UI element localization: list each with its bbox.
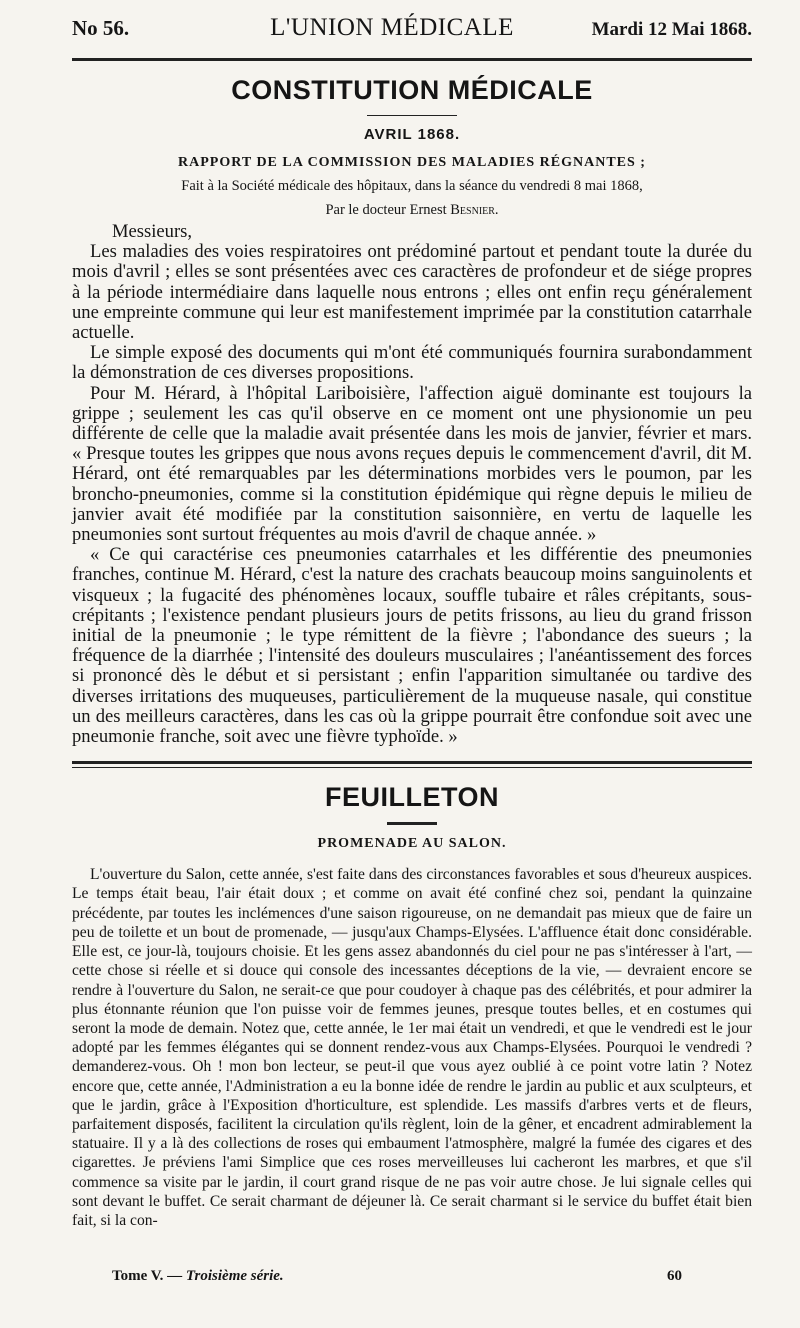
feuilleton-body (72, 865, 752, 1230)
section-title-constitution: CONSTITUTION MÉDICALE (231, 75, 593, 105)
journal-title: L'UNION MÉDICALE (270, 14, 514, 41)
section-title-feuilleton: FEUILLETON (324, 782, 499, 813)
constitution-body (72, 222, 752, 747)
masthead-rule (72, 58, 752, 61)
series-label: Troisième série. (185, 1268, 284, 1284)
author-name: Besnier. (450, 202, 499, 218)
page-number: 60 (667, 1268, 682, 1284)
paragraph: Pour M. Hérard, à l'hôpital Lariboisière, l'affection aiguë dominante est toujours la grippe ; seulement les cas qu'il observe en ce moment ont une physionomie un peu différente de celle que la maladie avait présentée dans les mois de janvier, février et mars. « Presque toutes les grippes que nous avons reçues depuis le commencement d'avril, dit M. Hérard, ont été remarquables par les déterminations morbides vers le poumon, par les broncho-pneumonies, comme si la constitution épidémique qui règne depuis le milieu de janvier avait été modifiée par la constitution saisonnière, en vertu de laquelle les pneumonies sont surtout fréquentes au mois d'avril de chaque année. » (72, 382, 752, 546)
report-author: Par le docteur Ernest Besnier. (325, 202, 499, 218)
paragraph: « Ce qui caractérise ces pneumonies catarrhales et les différentie des pneumonies franches, continue M. Hérard, c'est la nature des crachats beaucoup moins sanguinolents et visqueux ; la fugacité des phénomènes locaux, souffle tubaire et râles crépitants, sous-crépitants ; l'existence pendant plusieurs jours de petits frissons, au lieu du grand frisson initial de la pneumonie ; le type rémittent de la fièvre ; l'abondance des sueurs ; la fréquence de la diarrhée ; l'intensité des douleurs musculaires ; l'anéantissement des forces si prononcé dès le début et si persistant ; enfin l'apparition simultanée ou tardive des diverses irritations des muqueuses, particulièrement de la muqueuse nasale, qui constitue un des meilleurs caractères, dans les cas où la grippe pourrait être confondue soit avec une pneumonie franche, soit avec une fièvre typhoïde. » (72, 544, 752, 748)
report-heading: RAPPORT DE LA COMMISSION DES MALADIES RÉGNANTES ; (178, 155, 646, 170)
paragraph: L'ouverture du Salon, cette année, s'est faite dans des circonstances favorables et sous d'heureux auspices. Le temps était beau, l'air était doux ; et comme on avait été confiné chez soi, pendant la quinzaine précédente, par toutes les inclémences d'une saison rigoureuse, on ne demandait pas mieux que de faire un peu de toilette et un bout de promenade, — jusqu'aux Champs-Elysées. L'affluence était donc considérable. Elle est, ce jour-là, toujours choisie. Et les gens assez abandonnés du ciel pour ne pas s'intéresser à l'art, — cette chose si réelle et si douce qui console des incessantes déceptions de la vie, — devraient encore se rendre à l'ouverture du Salon, ne serait-ce que pour coudoyer à chaque pas des célébrités, et pour admirer la plus étonnante réunion que l'on puisse voir de femmes jeunes, presque toutes belles, et en costumes qui seront la mode de demain. Notez que, cette année, le 1er mai était un vendredi, et que le vendredi est le jour adopté par les femmes élégantes qui se donnent rendez-vous aux Champs-Elysées. Pourquoi le vendredi ? demanderez-vous. Oh ! mon bon lecteur, se peut-il que vous ayez oublié à ce point votre latin ? Notez encore que, cette année, l'Administration a eu la bonne idée de rendre le jardin au public et aux sculpteurs, et que le jardin, grâce à l'Exposition d'horticulture, est splendide. Les massifs d'arbres verts et de fleurs, parfaitement disposés, facilitent la circulation qu'ils règlent, loin de la gêner, et encadrent admirablement la statuaire. Il y a là des collections de roses qui embaument l'atmosphère, malgré la fumée des cigares et des cigarettes. Je préviens l'ami Simplice que ces roses merveilleuses lui cacheront les marbres, et que s'il commence sa visite par le jardin, il court grand risque de ne pas voir autre chose. Je lui signale celles qui sont devant le buffet. Ce serait charmant de déjeuner là. Ce serait charmant si le service du buffet était bien fait, si la con- (72, 866, 752, 1229)
masthead (72, 14, 752, 44)
feuilleton-divider (387, 822, 437, 825)
volume-series: Tome V. — Troisième série. (112, 1268, 284, 1284)
page-footer (112, 1268, 682, 1285)
feuilleton-subtitle: PROMENADE AU SALON. (317, 836, 507, 852)
report-month: AVRIL 1868. (363, 126, 461, 143)
paragraph: Le simple exposé des documents qui m'ont été communiqués fournira surabondamment la démonstration de ces diverses propositions. (72, 342, 752, 384)
issue-number: No 56. (72, 16, 130, 40)
paragraph: Les maladies des voies respiratoires ont prédominé partout et pendant toute la durée du mois d'avril ; elles se sont présentées avec ces caractères de profondeur et de siége propres à la période intermédiaire dans laquelle nous entrons ; elles ont enfin reçu généralement une empreinte commune qui leur est manifestement imprimée par la constitution catarrhale actuelle. (72, 241, 752, 344)
salutation: Messieurs, (112, 221, 193, 242)
feuilleton-separator (72, 761, 752, 768)
report-venue: Fait à la Société médicale des hôpitaux, dans la séance du vendredi 8 mai 1868, (181, 178, 643, 194)
issue-date: Mardi 12 Mai 1868. (591, 19, 752, 40)
title-divider (367, 115, 457, 116)
